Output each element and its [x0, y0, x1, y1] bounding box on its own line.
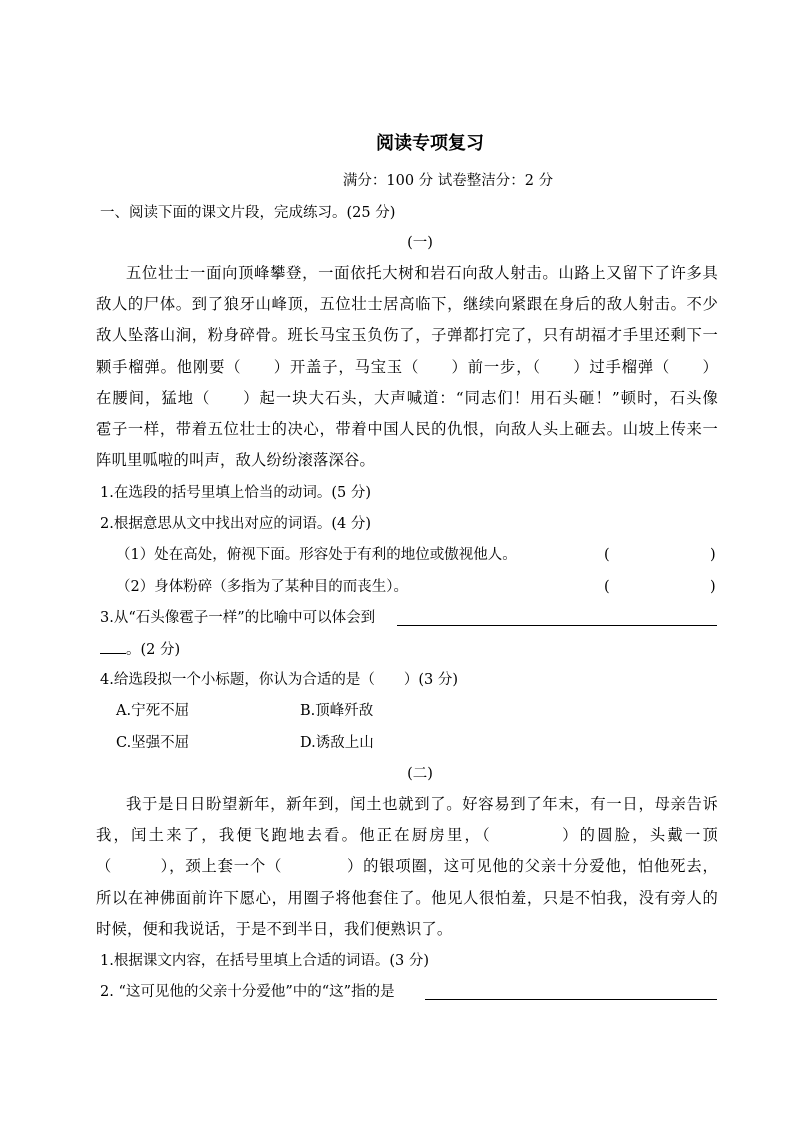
- passage-line: 时候，便和我说话，于是不到半日，我们便熟识了。: [96, 919, 453, 938]
- passage-line: 我，闰土来了，我便飞跑地去看。他正在厨房里，（ ）的圆脸，头戴一顶: [96, 826, 718, 845]
- answer-paren-close[interactable]: ): [710, 579, 716, 595]
- question-3-score: 。(2 分): [126, 642, 181, 658]
- passage-1: [96, 258, 718, 476]
- question-1: 1.在选段的括号里填上恰当的动词。(5 分): [100, 485, 371, 501]
- passage-line: 我于是日日盼望新年，新年到，闰土也就到了。好容易到了年末，有一日，母亲告诉: [126, 795, 718, 813]
- option-a[interactable]: A.宁死不屈: [116, 703, 190, 719]
- passage-line: 在腰间，猛地（ ）起一块大石头，大声喊道：“同志们！用石头砸！”顿时，石头像: [96, 388, 718, 407]
- passage-line: 敌人的尸体。到了狼牙山峰顶，五位壮士居高临下，继续向紧跟在身后的敌人射击。不少: [96, 295, 718, 314]
- question-2-item-1: （1）处在高处，俯视下面。形容处于有利的地位或傲视他人。: [116, 547, 517, 563]
- passage-line: 颗手榴弹。他刚要（ ）开盖子，马宝玉（ ）前一步，（ ）过手榴弹（ ）: [96, 357, 718, 376]
- answer-line-short[interactable]: [100, 639, 126, 654]
- page-title: 阅读专项复习: [376, 133, 484, 154]
- answer-paren-close[interactable]: ): [710, 547, 716, 563]
- answer-paren-open[interactable]: (: [604, 579, 610, 595]
- score-info: 满分：100 分 试卷整洁分：2 分: [342, 173, 554, 189]
- answer-line[interactable]: [425, 999, 717, 1000]
- passage-line: 敌人坠落山涧，粉身碎骨。班长马宝玉负伤了，子弹都打完了，只有胡福才手里还剩下一: [96, 326, 718, 345]
- passage-line: 雹子一样，带着五位壮士的决心，带着中国人民的仇恨，向敌人头上砸去。山坡上传来一: [96, 420, 718, 439]
- question-2: 2.根据意思从文中找出对应的词语。(4 分): [100, 516, 371, 532]
- part-label-2: (二): [407, 766, 433, 782]
- passage-line: （ ），颈上套一个（ ）的银项圈，这可见他的父亲十分爱他，怕他死去，: [96, 857, 718, 876]
- option-c[interactable]: C.坚强不屈: [116, 735, 190, 751]
- answer-paren-open[interactable]: (: [604, 547, 610, 563]
- part-label-1: (一): [407, 235, 433, 251]
- question-4: 4.给选段拟一个小标题，你认为合适的是（ ）(3 分): [100, 672, 458, 688]
- question-2-item-2: （2）身体粉碎（多指为了某种目的而丧生）。: [116, 579, 408, 595]
- passage-2: [96, 789, 718, 945]
- question-2-1: 1.根据课文内容，在括号里填上合适的词语。(3 分): [100, 953, 429, 969]
- passage-line: 所以在神佛面前许下愿心，用圈子将他套住了。他见人很怕羞，只是不怕我，没有旁人的: [96, 888, 718, 907]
- question-3-tail: [100, 639, 720, 660]
- section-heading: 一、阅读下面的课文片段，完成练习。(25 分): [100, 205, 396, 221]
- question-3: 3.从“石头像雹子一样”的比喻中可以体会到: [100, 610, 376, 626]
- option-b[interactable]: B.顶峰歼敌: [300, 703, 374, 719]
- option-d[interactable]: D.诱敌上山: [300, 735, 374, 751]
- question-2-2: 2. “这可见他的父亲十分爱他”中的“这”指的是: [100, 984, 395, 1000]
- answer-line[interactable]: [397, 625, 717, 626]
- passage-line: 阵叽里呱啦的叫声，敌人纷纷滚落深谷。: [96, 451, 375, 470]
- passage-line: 五位壮士一面向顶峰攀登，一面依托大树和岩石向敌人射击。山路上又留下了许多具: [126, 264, 718, 282]
